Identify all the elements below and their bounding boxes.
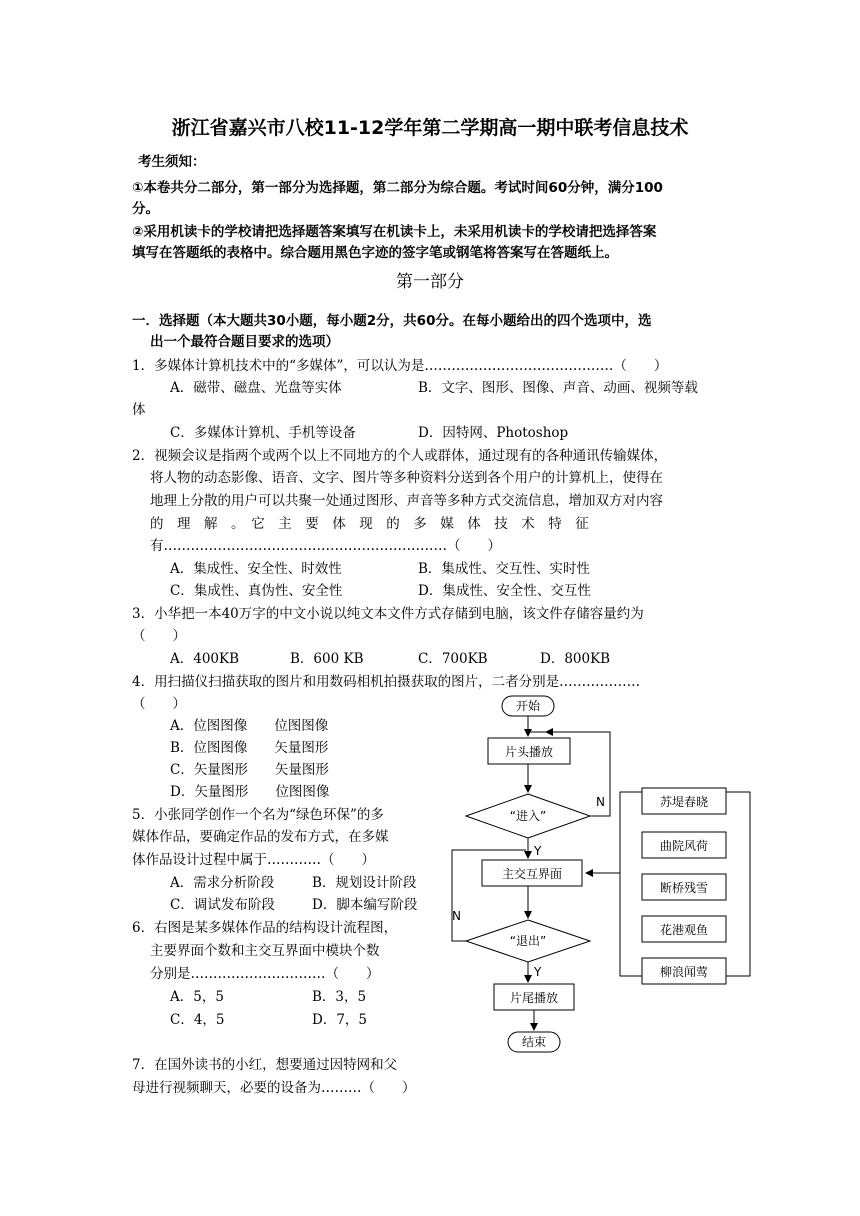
part-heading: 第一部分 [396, 272, 464, 292]
notice-heading: 考生须知： [138, 154, 206, 170]
q3-option-c: C．700KB [418, 651, 488, 667]
q2-line-4: 的 理 解 。 它 主 要 体 现 的 多 媒 体 技 术 特 征 [150, 516, 589, 532]
section-heading-1: 一．选择题（本大题共30小题，每小题2分，共60分。在每小题给出的四个选项中，选 [132, 313, 652, 329]
q4-option-b: B．位图图像 矢量图形 [170, 740, 329, 756]
q2-option-b: B．集成性、交互性、实时性 [418, 561, 590, 577]
q3-line-1: 3．小华把一本40万字的中文小说以纯文本文件方式存储到电脑，该文件存储容量约为 [132, 606, 644, 622]
flow-outro-label: 片尾播放 [509, 991, 559, 1005]
q6-line-2: 主要界面个数和主交互界面中模块个数 [150, 943, 380, 959]
flow-enter-yes: Y [534, 844, 542, 858]
flow-module-3: 断桥残雪 [659, 881, 709, 895]
q5-line-2: 媒体作品，要确定作品的发布方式，在多媒 [132, 829, 389, 845]
flow-module-2: 曲院风荷 [659, 839, 709, 853]
q1-option-d: D．因特网、Photoshop [418, 425, 569, 441]
q5-option-b: B．规划设计阶段 [312, 875, 417, 891]
q2-option-c: C．集成性、真伪性、安全性 [170, 583, 343, 599]
q2-option-a: A．集成性、安全性、时效性 [170, 561, 342, 577]
flow-exit-label: “退出” [509, 934, 547, 948]
notice-line-3: ②采用机读卡的学校请把选择题答案填写在机读卡上，未采用机读卡的学校请把选择答案 [132, 224, 657, 240]
flow-module-5: 柳浪闻莺 [659, 965, 709, 979]
q1-option-c: C．多媒体计算机、手机等设备 [170, 425, 356, 441]
notice-line-2: 分。 [132, 201, 159, 217]
q4-option-d: D．矢量图形 位图图像 [170, 784, 330, 800]
q6-option-c: C．4，5 [170, 1012, 225, 1028]
flow-exit-yes: Y [534, 965, 542, 979]
flow-module-1: 苏堤春晓 [659, 795, 709, 809]
notice-line-1: ①本卷共分二部分，第一部分为选择题，第二部分为综合题。考试时间60分钟，满分100 [132, 180, 663, 196]
q2-line-1: 2．视频会议是指两个或两个以上不同地方的个人或群体，通过现有的各种通讯传输媒体， [132, 448, 668, 464]
q3-option-a: A．400KB [170, 651, 240, 667]
q4-line-1: 4．用扫描仪扫描获取的图片和用数码相机拍摄获取的图片，二者分别是……………… [132, 674, 641, 690]
q3-option-b: B．600 KB [290, 651, 364, 667]
q5-option-c: C．调试发布阶段 [170, 897, 275, 913]
q4-option-a: A．位图图像 位图图像 [170, 718, 329, 734]
q2-line-5: 有………………………………………………………（ ） [150, 538, 501, 554]
q2-line-2: 将人物的动态影像、语音、文字、图片等多种资料分送到各个用户的计算机上，使得在 [150, 470, 663, 486]
q6-option-d: D．7，5 [312, 1012, 368, 1028]
flow-module-4: 花港观鱼 [659, 923, 709, 937]
flow-enter-no: N [596, 795, 605, 809]
q7-line-1: 7．在国外读书的小红，想要通过因特网和父 [132, 1057, 398, 1073]
q5-line-3: 体作品设计过程中属于…………（ ） [132, 852, 375, 868]
flow-end-label: 结束 [521, 1035, 547, 1049]
notice-line-4: 填写在答题纸的表格中。综合题用黑色字迹的签字笔或钢笔将答案写在答题纸上。 [132, 245, 618, 261]
q6-option-a: A．5，5 [170, 989, 224, 1005]
q6-line-1: 6．右图是某多媒体作品的结构设计流程图， [132, 920, 398, 936]
q4-line-2: （ ） [132, 696, 186, 712]
flow-exit-no: N [452, 909, 461, 923]
q2-line-3: 地理上分散的用户可以共聚一处通过图形、声音等多种方式交流信息，增加双方对内容 [150, 493, 663, 509]
q6-option-b: B．3，5 [312, 989, 367, 1005]
q2-option-d: D．集成性、安全性、交互性 [418, 583, 591, 599]
flowchart [440, 688, 760, 1068]
flow-intro-label: 片头播放 [504, 745, 554, 759]
flow-start-label: 开始 [515, 699, 541, 713]
q1-option-a: A．磁带、磁盘、光盘等实体 [170, 380, 342, 396]
q1-option-b-wrap: 体 [132, 402, 146, 418]
q5-option-d: D．脚本编写阶段 [312, 897, 418, 913]
q6-line-3: 分别是…………………………（ ） [150, 966, 380, 982]
q7-line-2: 母进行视频聊天，必要的设备为………（ ） [132, 1080, 416, 1096]
q4-option-c: C．矢量图形 矢量图形 [170, 762, 329, 778]
page-title: 浙江省嘉兴市八校11-12学年第二学期高一期中联考信息技术 [171, 117, 689, 139]
q1-option-b: B．文字、图形、图像、声音、动画、视频等载 [418, 380, 698, 396]
section-heading-2: 出一个最符合题目要求的选项） [150, 334, 339, 350]
q5-line-1: 5．小张同学创作一个名为“绿色环保”的多 [132, 807, 384, 823]
q3-line-2: （ ） [132, 628, 186, 644]
q5-option-a: A．需求分析阶段 [170, 875, 275, 891]
flow-main-label: 主交互界面 [501, 867, 563, 881]
q1-stem: 1．多媒体计算机技术中的“多媒体”，可以认为是……………………………………（ ） [132, 358, 668, 374]
flow-enter-label: “进入” [509, 809, 547, 823]
q3-option-d: D．800KB [540, 651, 611, 667]
